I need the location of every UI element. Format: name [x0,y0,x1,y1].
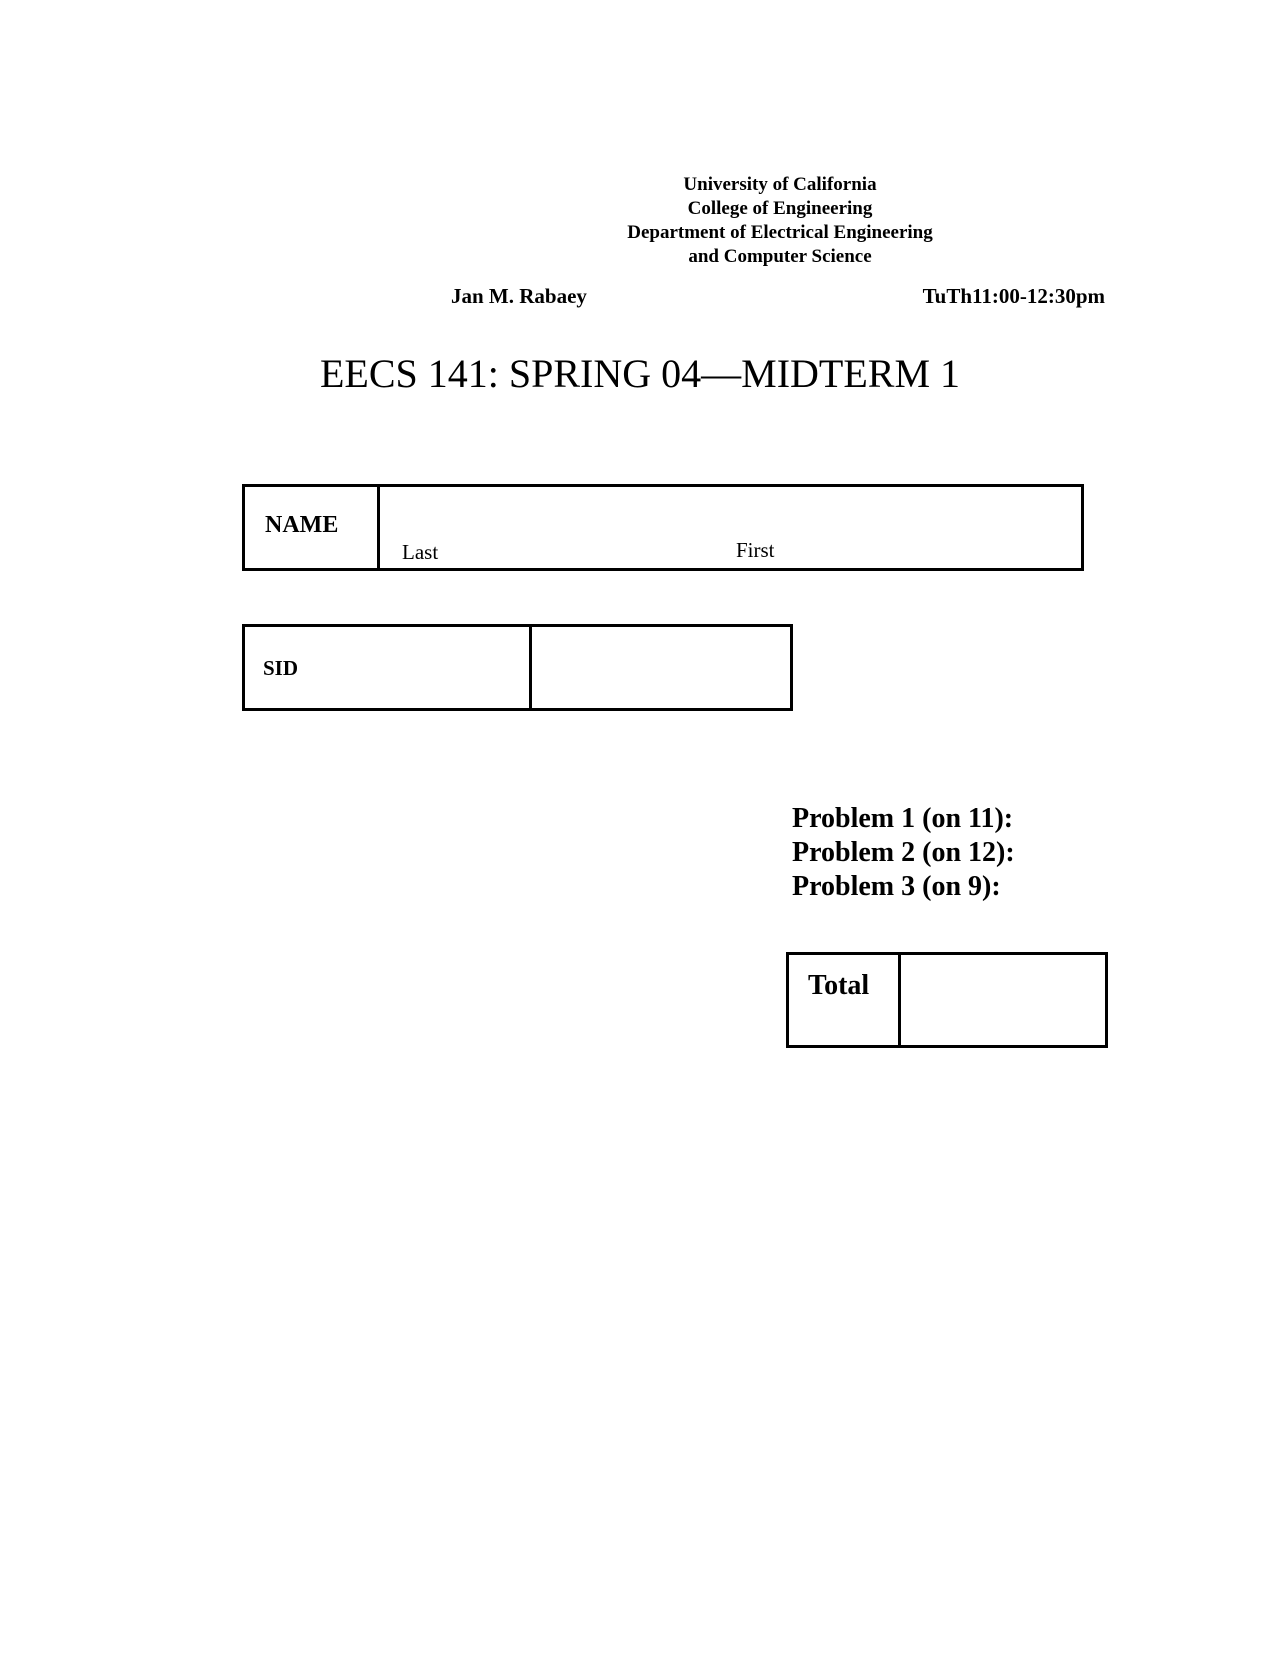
problem-2-label: Problem 2 (on 12): [792,837,1015,868]
institution-header [560,173,1000,269]
sid-label: SID [263,656,299,680]
sid-field-box[interactable] [242,624,793,711]
instructor-name: Jan M. Rabaey [451,284,587,308]
name-field-divider [377,484,380,571]
college-name: College of Engineering [687,198,873,219]
problem-1-label: Problem 1 (on 11): [792,803,1014,834]
class-schedule: TuTh11:00-12:30pm [922,284,1105,308]
total-label: Total [808,970,870,1001]
first-name-label: First [736,538,775,562]
name-label: NAME [265,512,339,538]
total-score-divider [898,952,901,1048]
last-name-label: Last [402,540,439,564]
exam-title: EECS 141: SPRING 04—MIDTERM 1 [319,351,961,396]
name-field-box[interactable] [242,484,1084,571]
problem-score-list [792,802,1015,904]
sid-field-divider [529,624,532,711]
department-name-continued: and Computer Science [688,246,872,267]
problem-3-label: Problem 3 (on 9): [792,871,1001,902]
university-name: University of California [683,174,877,195]
department-name: Department of Electrical Engineering [627,222,933,243]
